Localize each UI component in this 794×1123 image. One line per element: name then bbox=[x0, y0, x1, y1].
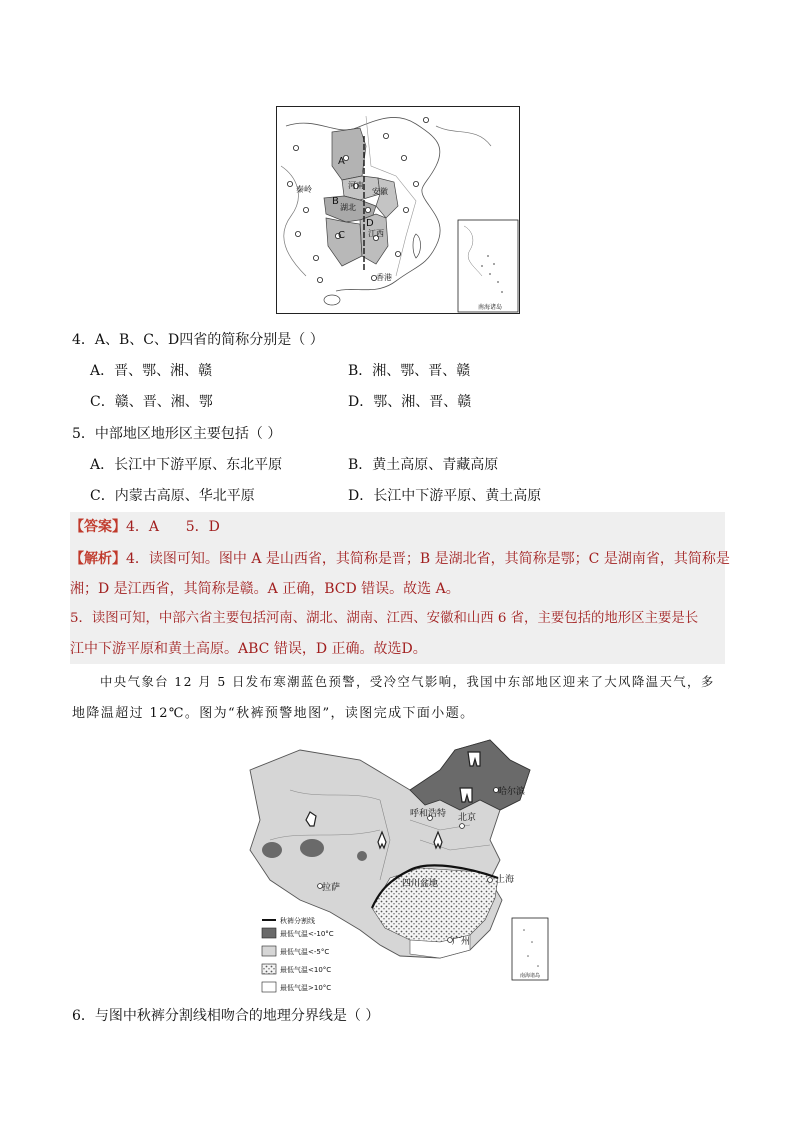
map2-label-shanghai: 上海 bbox=[496, 875, 515, 885]
answer-analysis-block bbox=[70, 512, 730, 664]
map1-label-hubei: 湖北 bbox=[340, 203, 356, 212]
map1-label-d: D bbox=[366, 218, 374, 229]
answer-line bbox=[70, 516, 220, 538]
map2-inset-label: 南海诸岛 bbox=[519, 973, 541, 979]
answer-tag: 【答案】 bbox=[70, 519, 126, 535]
question-4-option-d[interactable]: D．鄂、湘、晋、赣 bbox=[348, 394, 472, 410]
question-4-option-b[interactable]: B．湘、鄂、晋、赣 bbox=[348, 363, 471, 379]
passage-line-1: 中央气象台 12 月 5 日发布寒潮蓝色预警，受冷空气影响，我国中东部地区迎来了大风降温天气，多 bbox=[100, 674, 715, 689]
legend-label-4: 最低气温>10°C bbox=[280, 984, 332, 992]
answer-text: 4．A 5．D bbox=[126, 519, 220, 535]
question-5-option-b[interactable]: B．黄土高原、青藏高原 bbox=[348, 457, 499, 473]
long-johns-icon bbox=[460, 788, 472, 802]
analysis-line-1 bbox=[70, 548, 730, 570]
map2-label-harbin: 哈尔滨 bbox=[498, 787, 526, 797]
map1-label-c: C bbox=[338, 230, 345, 241]
long-johns-warning-map bbox=[240, 730, 550, 1008]
map1-label-henan: 河南 bbox=[348, 181, 364, 190]
long-johns-icon bbox=[468, 752, 480, 766]
legend-label-3: 最低气温<10°C bbox=[280, 966, 332, 974]
legend-label-2: 最低气温<-5°C bbox=[280, 948, 330, 956]
analysis-line-4: 江中下游平原和黄土高原。ABC 错误，D 正确。故选D。 bbox=[70, 641, 427, 657]
map1-label-qinling: 秦岭 bbox=[296, 185, 312, 194]
question-5-option-c[interactable]: C．内蒙古高原、华北平原 bbox=[90, 488, 255, 504]
question-6-stem: 6．与图中秋裤分割线相吻合的地理分界线是（ ） bbox=[72, 1008, 380, 1024]
question-5-stem: 5．中部地区地形区主要包括（ ） bbox=[72, 426, 282, 442]
map1-label-anhui: 安徽 bbox=[372, 187, 388, 196]
map1-label-a: A bbox=[338, 156, 345, 167]
map2-label-hohhot: 呼和浩特 bbox=[410, 809, 447, 819]
legend-label-1: 最低气温<-10°C bbox=[280, 930, 334, 938]
map1-label-b: B bbox=[332, 196, 339, 207]
passage-line-2: 地降温超过 12℃。图为“秋裤预警地图”，读图完成下面小题。 bbox=[72, 706, 475, 721]
map2-label-sichuan: 四川盆地 bbox=[402, 879, 439, 889]
map1-label-hongkong: 香港 bbox=[376, 273, 392, 282]
question-4-option-c[interactable]: C．赣、晋、湘、鄂 bbox=[90, 394, 213, 410]
analysis-tag: 【解析】 bbox=[70, 551, 126, 567]
question-4-option-a[interactable]: A．晋、鄂、湘、赣 bbox=[90, 363, 213, 379]
map2-label-beijing: 北京 bbox=[458, 813, 477, 823]
map2-label-guangzhou: 广州 bbox=[452, 937, 471, 947]
central-china-map bbox=[276, 106, 520, 314]
analysis-text-1: 4．读图可知。图中 A 是山西省，其简称是晋；B 是湖北省，其简称是鄂；C 是湖南省，其简称是 bbox=[126, 551, 730, 567]
analysis-line-3: 5．读图可知，中部六省主要包括河南、湖北、湖南、江西、安徽和山西 6 省，主要包括的地形区主要是长 bbox=[70, 611, 699, 626]
legend-line-label: 秋裤分割线 bbox=[280, 917, 315, 925]
map2-legend bbox=[262, 916, 334, 992]
analysis-line-2: 湘；D 是江西省，其简称是赣。A 正确，BCD 错误。故选 A。 bbox=[70, 581, 460, 597]
province-a-shanxi bbox=[332, 128, 366, 180]
map1-inset-label: 南海诸岛 bbox=[477, 304, 503, 311]
question-4-stem: 4．A、B、C、D四省的简称分别是（ ） bbox=[72, 332, 324, 348]
question-5-option-d[interactable]: D．长江中下游平原、黄土高原 bbox=[348, 488, 542, 504]
question-5-option-a[interactable]: A．长江中下游平原、东北平原 bbox=[90, 457, 283, 473]
map2-label-lhasa: 拉萨 bbox=[322, 883, 341, 893]
map1-label-jiangxi: 江西 bbox=[368, 229, 384, 238]
